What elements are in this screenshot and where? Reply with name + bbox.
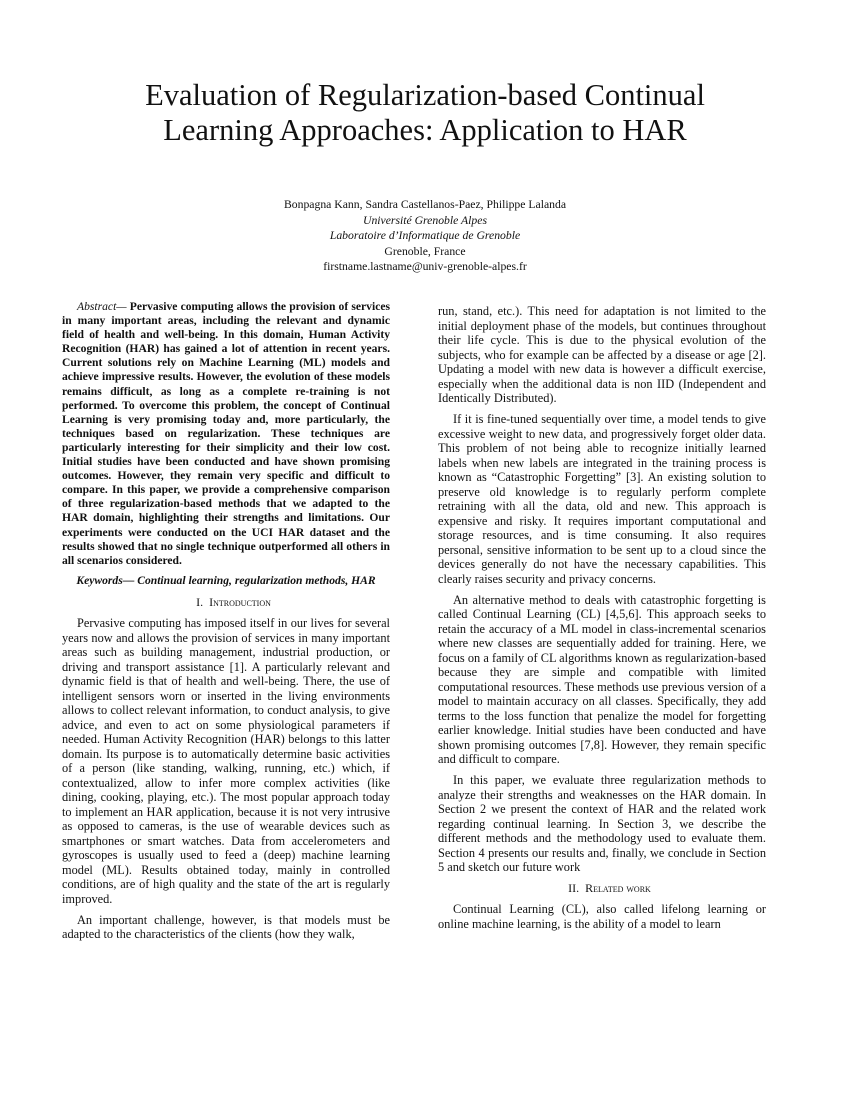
section-number: I.	[196, 595, 204, 610]
section-title: Introduction	[209, 595, 271, 610]
abstract	[62, 300, 390, 568]
paragraph: If it is fine-tuned sequentially over time, a model tends to give excessive weight to new data, and progressively forget older data. This problem of not being able to recognize initially learned labels when new labels are integrated in the training process is known as “Catastrophic Forgetting” [3]. An existing solution to preserve old knowledge is to regularly perform complete retraining with all the data, old and new. This approach is expensive and risky. It requires important computational and storage resources, and is time consuming. It also requires personal, sensitive information to be sent up to a cloud since the devices generally do not have the necessary capabilities. This clearly raises security and privacy concerns.	[438, 412, 766, 586]
section-heading-introduction	[62, 595, 390, 610]
title-line-1: Evaluation of Regularization-based Continual	[145, 78, 705, 112]
paragraph: An important challenge, however, is that models must be adapted to the characteristics of the clients (how they walk,	[62, 912, 390, 942]
left-column	[62, 300, 390, 948]
paragraph: Continual Learning (CL), also called lifelong learning or online machine learning, is the ability of a model to learn	[438, 902, 766, 931]
author-location: Grenoble, France	[384, 244, 466, 258]
author-block	[0, 197, 850, 275]
abstract-label: Abstract—	[77, 300, 127, 313]
paragraph: An alternative method to deals with catastrophic forgetting is called Continual Learning (CL) [4,5,6]. This approach seeks to retain the accuracy of a ML model in class-incremental scenarios where new classes are sequentially added for training. Here, we focus on a family of CL algorithms known as regularization-based because they are simple and compatible with limited computational resources. These methods use previous version of a model to maintain accuracy on all classes. Specifically, they add terms to the loss function that penalize the model for forgetting earlier knowledge. Initial studies have been conducted and have shown promising outcomes [7,8]. However, they remain specific and difficult to compare.	[438, 592, 766, 766]
paper-title	[60, 78, 790, 148]
right-column	[438, 304, 766, 938]
section-heading-related-work	[438, 881, 766, 896]
keywords: Keywords— Continual learning, regularization methods, HAR	[76, 574, 376, 588]
affiliation-university: Université Grenoble Alpes	[363, 213, 487, 227]
section-number: II.	[568, 881, 580, 895]
author-email: firstname.lastname@univ-grenoble-alpes.fr	[323, 260, 527, 274]
author-names: Bonpagna Kann, Sandra Castellanos-Paez, Philippe Lalanda	[283, 198, 567, 211]
paragraph: In this paper, we evaluate three regularization methods to analyze their strengths and weaknesses on the HAR domain. In Section 2 we present the context of HAR and the related work regarding continual learning. In Section 3, we describe the different methods and the methodology used to evaluate them. Section 4 presents our results and, finally, we conclude in Section 5 and sketch our future work	[438, 773, 766, 874]
paragraph: run, stand, etc.). This need for adaptation is not limited to the initial deployment phase of the models, but continues throughout their life cycle. This is due to the physical evolution of the subjects, who for example can be affected by a disease or age [2]. Updating a model with new data is however a difficult exercise, especially when the additional data is non IID (Independent and Identically Distributed).	[438, 304, 766, 405]
paragraph: Pervasive computing has imposed itself in our lives for several years now and allows the provision of services in many important areas such as building management, industrial production, or driving and transport assistance [1]. A particularly relevant and dynamic field is that of health and well-being. There, the use of intelligent sensors worn or inserted in the living environments allows to collect relevant information, to conduct analysis, to give advice, and even to act on some physiological parameters if needed. Human Activity Recognition (HAR) belongs to this latter domain. Its purpose is to automatically determine basic activities of a person (like standing, walking, running, etc.) which, if contextualized, allow to infer more complex activities (like dining, cooking, playing, etc.). The most popular approach today to implement an HAR application, because it is not very intrusive as opposed to cameras, is the use of wearable devices such as smartphones or smart watches. Data from accelerometers and gyroscopes is usually used to feed a (deep) machine learning model (ML). Results obtained today, mainly in controlled conditions, are of high quality and the state of the art is regularly improved.	[62, 616, 390, 906]
affiliation-lab: Laboratoire d’Informatique de Grenoble	[329, 229, 521, 243]
abstract-text: Pervasive computing allows the provision of services in many important areas, including the relevant and dynamic field of health and well-being. In this domain, Human Activity Recognition (HAR) has gained a lot of attention in recent years. Current solutions rely on Machine Learning (ML) models and achieve impressive results. However, the evolution of these models remains difficult, as long as a complete re-training is not performed. To overcome this problem, the concept of Continual Learning is very promising today and, more particularly, the techniques based on regularization. These techniques are particularly interesting for their simplicity and their low cost. Initial studies have been conducted and have shown promising outcomes. However, they remain very specific and difficult to compare. In this paper, we provide a comprehensive comparison of three regularization-based methods that we adapted to the HAR domain, highlighting their strengths and limitations. Our experiments were conducted on the UCI HAR dataset and the results showed that no single technique outperformed all others in all scenarios considered.	[62, 300, 390, 567]
section-title: Related work	[585, 881, 651, 895]
title-line-2: Learning Approaches: Application to HAR	[163, 113, 687, 147]
